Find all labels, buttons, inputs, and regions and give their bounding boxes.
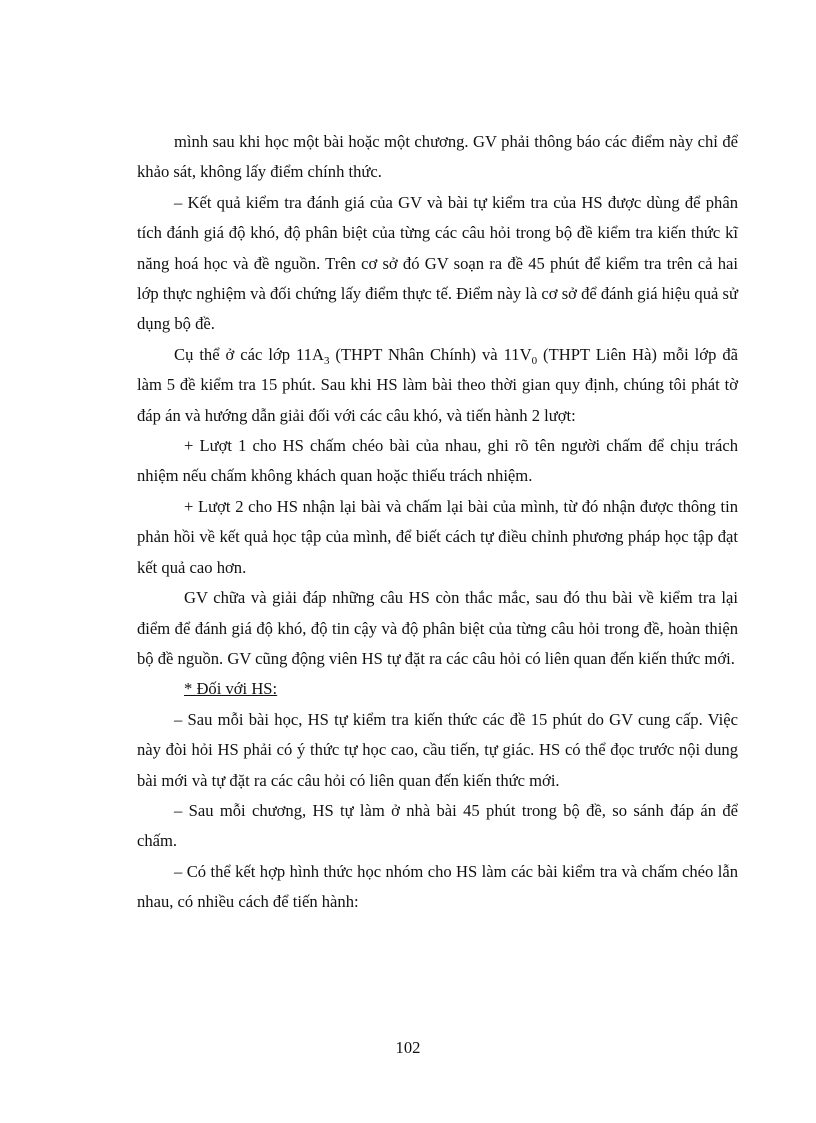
section-heading-text: * Đối với HS: [184,679,278,699]
paragraph-3-part-3: (THPT Liên Hà) mỗi lớp đã làm 5 đề kiểm tra 15 phút. Sau khi HS làm bài theo thời gian quy định, chúng tôi phát tờ đáp án và hướng dẫn giải đối với các câu khó, và tiến hành 2 lượt: [137,344,738,425]
paragraph-1: mình sau khi học một bài hoặc một chương. GV phải thông báo các điểm này chỉ để khảo sát, không lấy điểm chính thức. [137,132,738,182]
paragraph-3-part-1: Cụ thể ở các lớp 11A [174,344,324,364]
paragraph-2: – Kết quả kiểm tra đánh giá của GV và bài tự kiểm tra của HS được dùng để phân tích đánh giá độ khó, độ phân biệt của từng các câu hỏi trong bộ đề kiểm tra kiến thức kĩ năng hoá học và đề nguồn. Trên cơ sở đó GV soạn ra đề 45 phút để kiểm tra trên cả hai lớp thực nghiệm và đối chứng lấy điểm thực tế. Điểm này là cơ sở để đánh giá hiệu quả sử dụng bộ đề. [137,192,738,334]
section-heading [137,674,738,704]
paragraph-9: – Có thể kết hợp hình thức học nhóm cho HS làm các bài kiểm tra và chấm chéo lẫn nhau, có nhiều cách để tiến hành: [137,861,738,912]
paragraph-3 [137,340,738,431]
paragraph-4: + Lượt 1 cho HS chấm chéo bài của nhau, ghi rõ tên người chấm để chịu trách nhiệm nếu chấm không khách quan hoặc thiếu trách nhiệm. [137,436,738,486]
paragraph-3-part-2: (THPT Nhân Chính) và 11V [329,344,532,364]
paragraph-6: GV chữa và giải đáp những câu HS còn thắc mắc, sau đó thu bài về kiểm tra lại điểm để đánh giá độ khó, độ tin cậy và độ phân biệt của từng câu hỏi trong đề, hoàn thiện bộ đề nguồn. GV cũng động viên HS tự đặt ra các câu hỏi có liên quan đến kiến thức mới. [137,588,738,668]
subscript-0: 0 [531,354,538,367]
subscript-3: 3 [323,354,330,367]
paragraph-5: + Lượt 2 cho HS nhận lại bài và chấm lại bài của mình, từ đó nhận được thông tin phản hồi về kết quả học tập của mình, để biết cách tự điều chỉnh phương pháp học tập đạt kết quả cao hơn. [137,496,738,577]
page-number: 102 [395,1038,421,1057]
paragraph-8: – Sau mỗi chương, HS tự làm ở nhà bài 45 phút trong bộ đề, so sánh đáp án để chấm. [137,800,738,851]
body-text [137,127,738,918]
paragraph-7: – Sau mỗi bài học, HS tự kiểm tra kiến thức các đề 15 phút do GV cung cấp. Việc này đòi hỏi HS phải có ý thức tự học cao, cầu tiến, tự giác. HS có thể đọc trước nội dung bài mới và tự đặt ra các câu hỏi có liên quan đến kiến thức mới. [137,709,738,790]
